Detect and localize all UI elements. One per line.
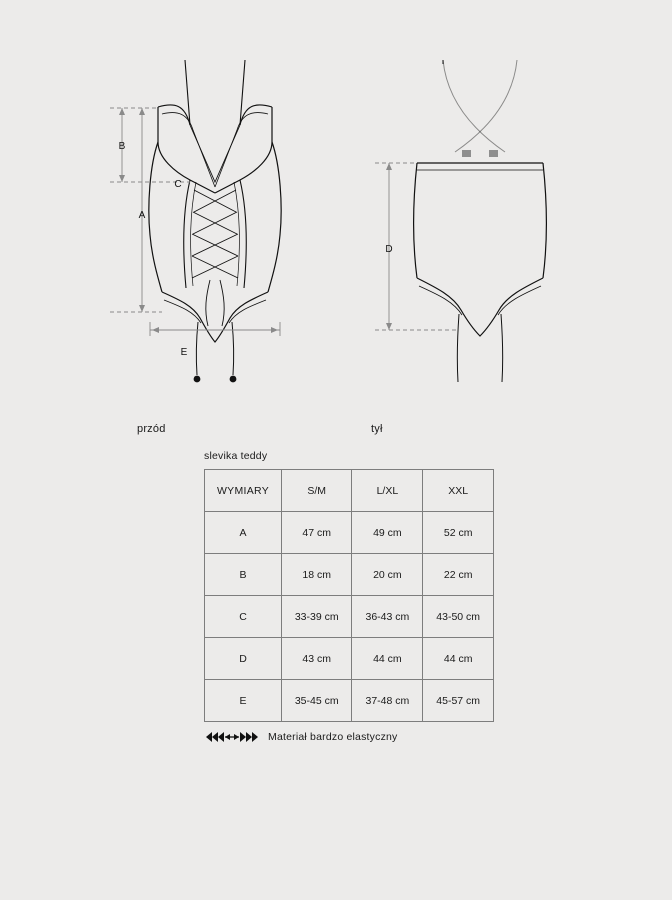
- cell-sm: 33-39 cm: [282, 596, 352, 638]
- cell-lxl: 36-43 cm: [352, 596, 423, 638]
- front-caption: przód: [137, 423, 166, 435]
- table-header-dimensions: WYMIARY: [205, 470, 282, 512]
- table-row: [205, 596, 494, 638]
- svg-text:D: D: [385, 244, 393, 255]
- stretch-arrows-icon: [204, 730, 260, 744]
- footnote-text: Materiał bardzo elastyczny: [268, 731, 398, 743]
- back-caption: tył: [371, 423, 383, 435]
- svg-text:B: B: [118, 141, 126, 152]
- cell-lxl: 44 cm: [352, 638, 423, 680]
- svg-text:C: C: [174, 179, 182, 190]
- table-header-xxl: XXL: [423, 470, 494, 512]
- row-label: A: [205, 512, 282, 554]
- table-row: [205, 512, 494, 554]
- table-row: [205, 554, 494, 596]
- back-figure: [355, 30, 605, 420]
- size-table: [204, 469, 494, 722]
- table-row: [205, 680, 494, 722]
- teddy-back-illustration: [355, 30, 605, 420]
- row-label: E: [205, 680, 282, 722]
- table-header-sm: S/M: [282, 470, 352, 512]
- cell-xxl: 45-57 cm: [423, 680, 494, 722]
- cell-xxl: 44 cm: [423, 638, 494, 680]
- cell-xxl: 22 cm: [423, 554, 494, 596]
- teddy-front-illustration: [90, 30, 340, 420]
- cell-xxl: 43-50 cm: [423, 596, 494, 638]
- figures-area: [0, 30, 672, 435]
- cell-sm: 18 cm: [282, 554, 352, 596]
- cell-lxl: 37-48 cm: [352, 680, 423, 722]
- row-label: B: [205, 554, 282, 596]
- svg-text:E: E: [180, 347, 188, 358]
- front-figure: [90, 30, 340, 420]
- product-name: slevika teddy: [204, 450, 268, 462]
- row-label: D: [205, 638, 282, 680]
- cell-sm: 43 cm: [282, 638, 352, 680]
- cell-xxl: 52 cm: [423, 512, 494, 554]
- cell-sm: 35-45 cm: [282, 680, 352, 722]
- size-table-section: [204, 450, 494, 722]
- cell-sm: 47 cm: [282, 512, 352, 554]
- svg-text:A: A: [138, 210, 146, 221]
- table-row: [205, 638, 494, 680]
- stretch-footnote: [204, 730, 398, 744]
- table-header-row: [205, 470, 494, 512]
- table-header-lxl: L/XL: [352, 470, 423, 512]
- row-label: C: [205, 596, 282, 638]
- cell-lxl: 20 cm: [352, 554, 423, 596]
- cell-lxl: 49 cm: [352, 512, 423, 554]
